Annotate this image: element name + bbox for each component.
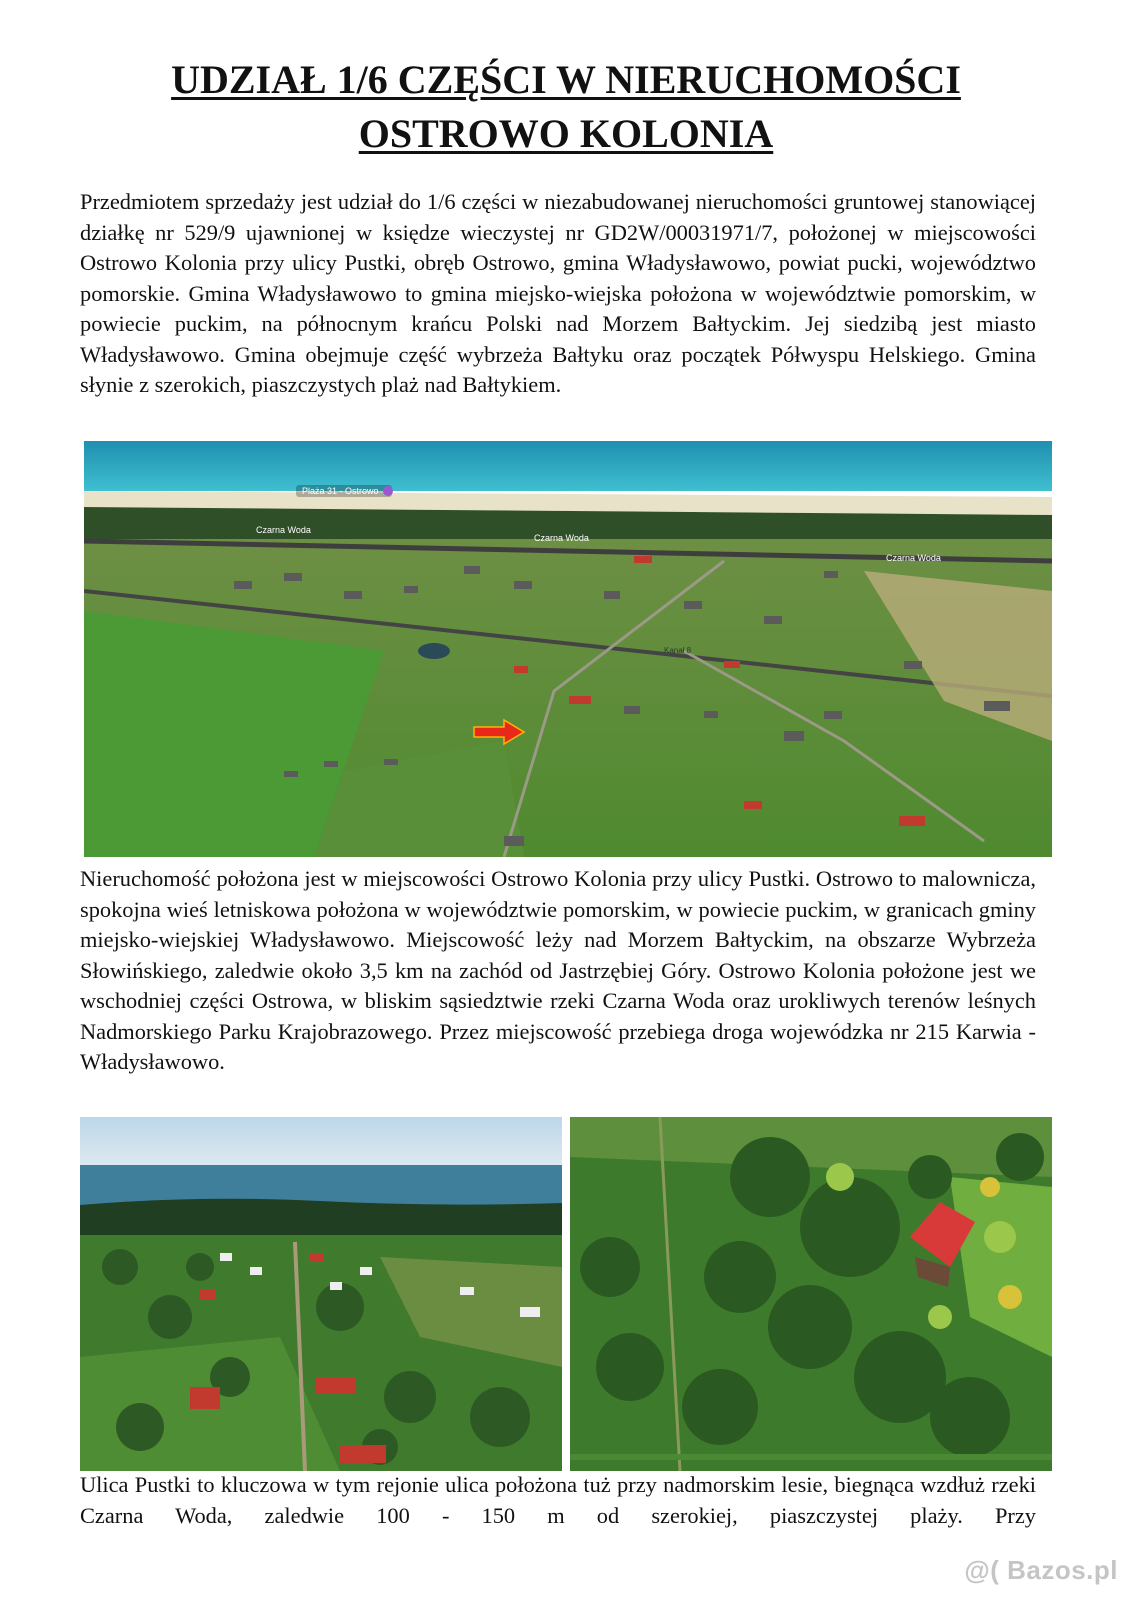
document-title-line-1: UDZIAŁ 1/6 CZĘŚCI W NIERUCHOMOŚCI xyxy=(171,57,961,102)
drone-photo-plot-illustration xyxy=(570,1117,1052,1471)
canal-label: Kanał 8 xyxy=(664,646,692,655)
street-paragraph: Ulica Pustki to kluczowa w tym rejonie ulica położona tuż przy nadmorskim lesie, biegnąca wzdłuż rzeki Czarna Woda, zaledwie 100 - 150 m od szerokiej, piaszczystej plaży. Przy xyxy=(80,1472,1036,1528)
document-title-line-2: OSTROWO KOLONIA xyxy=(358,111,774,156)
drone-photo-village xyxy=(80,1117,562,1471)
watermark: @( Bazos.pl xyxy=(964,1555,1118,1585)
road-label-2: Czarna Woda xyxy=(534,533,589,543)
road-label-1: Czarna Woda xyxy=(256,525,311,535)
aerial-map-illustration xyxy=(84,441,1052,857)
drone-photo-village-illustration xyxy=(80,1117,562,1471)
aerial-map-photo xyxy=(84,441,1052,857)
beach-label: Plaża 31 - Ostrowo xyxy=(302,486,379,496)
intro-paragraph: Przedmiotem sprzedaży jest udział do 1/6 części w niezabudowanej nieruchomości gruntowej stanowiącej działkę nr 529/9 ujawnionej w księdze wieczystej nr GD2W/00031971/7, położonej w miejscowości Ostrowo Kolonia przy ulicy Pustki, obręb Ostrowo, gmina Władysławowo, powiat pucki, województwo pomorskie. Gmina Władysławowo to gmina miejsko-wiejska położona w województwie pomorskim, w powiecie puckim, na północnym krańcu Polski nad Morzem Bałtyckim. Jej siedzibą jest miasto Władysławowo. Gmina obejmuje część wybrzeża Bałtyku oraz początek Półwyspu Helskiego. Gmina słynie z szerokich, piaszczystych plaż nad Bałtykiem. xyxy=(80,189,1036,397)
road-label-3: Czarna Woda xyxy=(886,553,941,563)
location-paragraph: Nieruchomość położona jest w miejscowości Ostrowo Kolonia przy ulicy Pustki. Ostrowo to malownicza, spokojna wieś letniskowa położona w województwie pomorskim, w powiecie puckim, w granicach gminy miejsko-wiejskiej Władysławowo. Miejscowość leży nad Morzem Bałtyckim, na obszarze Wybrzeża Słowińskiego, zaledwie około 3,5 km na zachód od Jastrzębiej Góry. Ostrowo Kolonia położone jest we wschodniej części Ostrowa, w bliskim sąsiedztwie rzeki Czarna Woda oraz urokliwych terenów leśnych Nadmorskiego Parku Krajobrazowego. Przez miejscowość przebiega droga wojewódzka nr 215 Karwia - Władysławowo. xyxy=(80,866,1036,1074)
drone-photo-plot xyxy=(570,1117,1052,1471)
